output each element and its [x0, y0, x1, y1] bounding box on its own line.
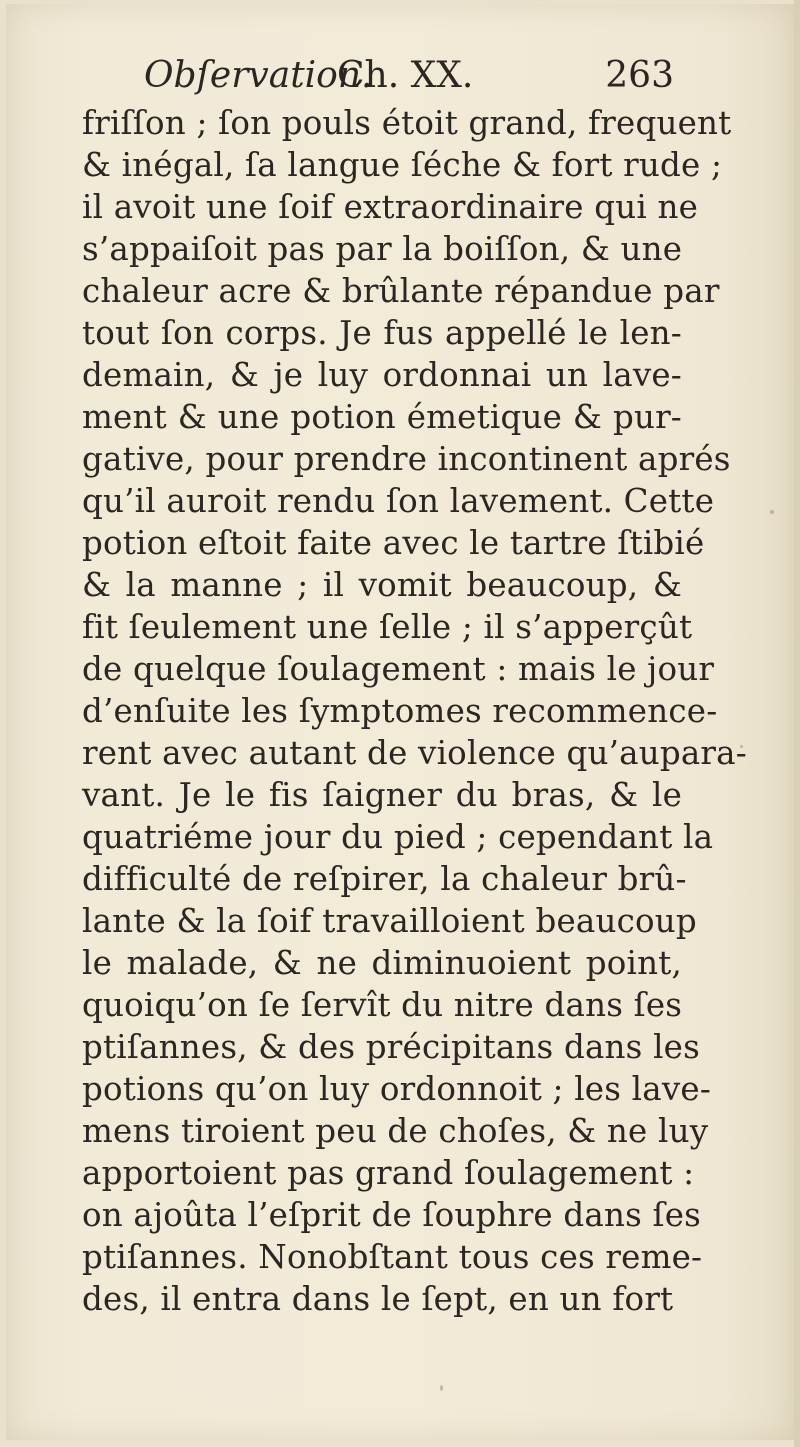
text-line: s’appaiſoit pas par la boiſſon, & une — [82, 230, 683, 268]
text-line: ment & une potion émetique & pur- — [82, 398, 682, 436]
text-line: lante & la ſoif travailloient beaucoup — [82, 902, 697, 940]
text-line: potions qu’on luy ordonnoit ; les lave- — [82, 1070, 711, 1108]
text-line: de quelque ſoulagement : mais le jour — [82, 650, 715, 688]
text-line: & la manne ; il vomit beaucoup, & — [82, 566, 682, 604]
text-line: fit ſeulement une ſelle ; il s’apperçût — [82, 608, 693, 646]
text-line: potion eſtoit faite avec le tartre ſtibié — [82, 524, 705, 562]
page-header — [82, 50, 682, 102]
text-line: on ajoûta l’eſprit de ſouphre dans ſes — [82, 1196, 702, 1234]
text-line: gative, pour prendre incontinent aprés — [82, 440, 731, 478]
text-line: demain, & je luy ordonnai un lave- — [82, 356, 682, 394]
text-line: quatriéme jour du pied ; cependant la — [82, 818, 714, 856]
text-line: ptiſannes. Nonobſtant tous ces reme- — [82, 1238, 703, 1276]
text-line: qu’il auroit rendu ſon lavement. Cette — [82, 482, 715, 520]
text-line: des, il entra dans le ſept, en un fort — [82, 1280, 674, 1318]
text-line: chaleur acre & brûlante répandue par — [82, 272, 720, 310]
text-line: quoiqu’on ſe ſervît du nitre dans ſes — [82, 986, 683, 1024]
text-line: tout ſon corps. Je fus appellé le len- — [82, 314, 682, 352]
text-line: rent avec autant de violence qu’aupara- — [82, 734, 747, 772]
page-number: 263 — [605, 55, 674, 96]
paper-speck — [440, 1385, 443, 1391]
text-line: difficulté de reſpirer, la chaleur brû- — [82, 860, 687, 898]
running-title: Obſervation. — [144, 55, 373, 96]
text-line: friſſon ; ſon pouls étoit grand, frequent — [82, 104, 732, 142]
text-line: apportoient pas grand ſoulagement : — [82, 1154, 695, 1192]
body-text — [82, 102, 747, 1320]
text-line: le malade, & ne diminuoient point, — [82, 944, 682, 982]
page-edge — [794, 0, 800, 1447]
paper-speck — [740, 745, 743, 748]
text-line: il avoit une ſoif extraordinaire qui ne — [82, 188, 699, 226]
text-line: mens tiroient peu de choſes, & ne luy — [82, 1112, 709, 1150]
paper-speck — [770, 510, 774, 514]
text-line: d’enſuite les ſymptomes recommence- — [82, 692, 718, 730]
chapter-label: Ch. XX. — [337, 55, 474, 96]
text-line: & inégal, ſa langue ſéche & fort rude ; — [82, 146, 723, 184]
text-line: vant. Je le fis ſaigner du bras, & le — [82, 776, 682, 814]
text-line: ptiſannes, & des précipitans dans les — [82, 1028, 700, 1066]
page-text — [82, 50, 747, 1320]
